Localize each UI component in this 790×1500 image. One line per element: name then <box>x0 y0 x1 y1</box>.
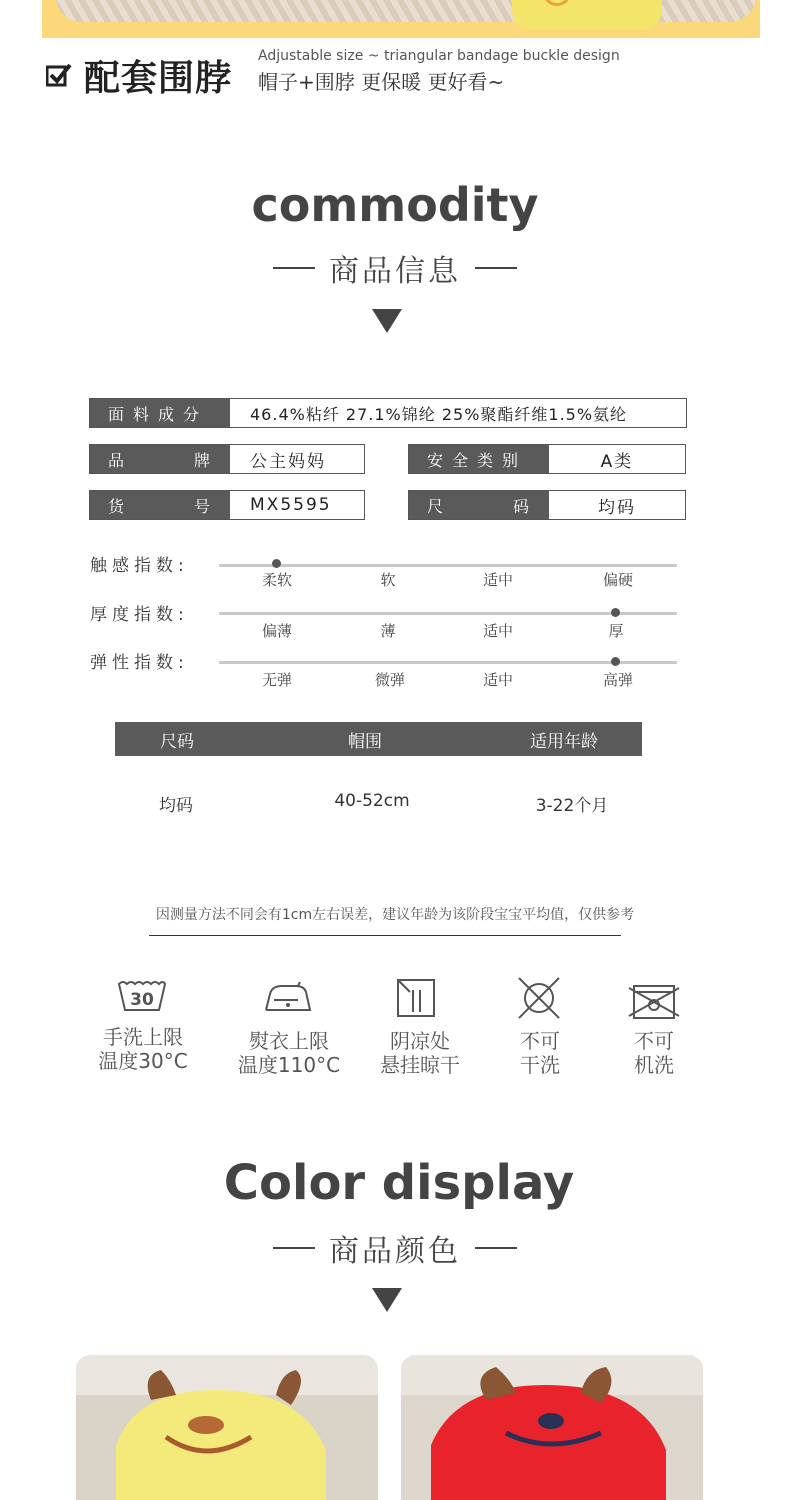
commodity-subheading-text: 商品信息 <box>329 254 461 289</box>
spec-size-label-right: 码 <box>512 496 531 516</box>
index-option: 柔软 <box>261 571 293 589</box>
color-subheading <box>0 1226 790 1270</box>
care-label: 阴凉处 悬挂晾干 <box>380 1029 460 1077</box>
spec-fabric-label: 面料成分 <box>90 399 230 427</box>
spec-size-value: 均码 <box>598 497 636 518</box>
size-table-cell: 40-52cm <box>334 791 410 811</box>
index-option: 适中 <box>482 671 514 689</box>
care-label: 熨衣上限 温度110°C <box>237 1029 341 1077</box>
down-triangle-icon <box>372 309 402 333</box>
size-table-cell: 均码 <box>159 796 193 816</box>
divider <box>149 935 621 936</box>
index-marker-thickness <box>611 608 620 617</box>
index-option: 适中 <box>482 571 514 589</box>
spec-brand-label-left: 品 <box>108 450 127 470</box>
index-option: 偏硬 <box>602 571 634 589</box>
care-label: 手洗上限 温度30°C <box>98 1025 188 1073</box>
spec-item-no <box>89 490 365 520</box>
index-label-elasticity: 弹性指数: <box>90 653 189 673</box>
color-subheading-text: 商品颜色 <box>329 1234 461 1269</box>
index-track-elasticity <box>219 661 677 664</box>
no-dry-clean-icon <box>517 976 561 1024</box>
index-marker-elasticity <box>611 657 620 666</box>
spec-fabric-value: 46.4%粘纤 27.1%锦纶 25%聚酯纤维1.5%氨纶 <box>250 404 628 424</box>
hand-wash-30-icon <box>117 978 167 1016</box>
commodity-heading: commodity <box>251 178 539 232</box>
size-table-header-cell: 适用年龄 <box>530 731 598 752</box>
index-option: 高弹 <box>602 671 634 689</box>
color-photo-red[interactable] <box>401 1355 703 1500</box>
color-photo-yellow[interactable] <box>76 1355 378 1500</box>
spec-brand <box>89 444 365 474</box>
spec-brand-label-right: 牌 <box>193 450 212 470</box>
index-label-thickness: 厚度指数: <box>90 605 189 625</box>
spec-size-label-left: 尺 <box>427 496 446 516</box>
checkmark-icon <box>46 62 72 88</box>
index-option: 薄 <box>380 622 396 640</box>
spec-safety-value: A类 <box>600 451 634 472</box>
index-option: 无弹 <box>261 671 293 689</box>
index-option: 软 <box>380 571 396 589</box>
size-table-header <box>115 722 642 756</box>
measurement-note: 因测量方法不同会有1cm左右误差，建议年龄为该阶段宝宝平均值，仅供参考 <box>155 907 635 923</box>
section-subtitle-cn: 帽子+围脖 更保暖 更好看~ <box>258 70 505 94</box>
section-subtitle-en: Adjustable size ~ triangular bandage buckle design <box>258 48 620 64</box>
spec-item-no-value: MX5595 <box>250 495 332 515</box>
spec-safety-label: 安全类别 <box>409 445 549 473</box>
spec-size <box>408 490 686 520</box>
size-table-header-cell: 帽围 <box>348 731 382 752</box>
down-triangle-icon <box>372 1288 402 1312</box>
index-option: 适中 <box>482 622 514 640</box>
color-heading: Color display <box>223 1155 575 1211</box>
hand-wash-badge: 30 <box>130 990 154 1010</box>
spec-item-no-label-right: 号 <box>193 496 212 516</box>
size-table-header-cell: 尺码 <box>160 731 194 752</box>
shade-dry-icon <box>396 978 436 1022</box>
spec-item-no-label-left: 货 <box>108 496 127 516</box>
no-machine-wash-icon <box>628 982 680 1024</box>
index-track-touch <box>219 564 677 567</box>
index-option: 厚 <box>608 622 624 640</box>
care-label: 不可 机洗 <box>634 1029 674 1077</box>
product-photo-strip <box>42 0 760 38</box>
spec-brand-value: 公主妈妈 <box>250 451 326 472</box>
index-marker-touch <box>272 559 281 568</box>
spec-safety <box>408 444 686 474</box>
index-label-touch: 触感指数: <box>90 556 189 576</box>
iron-icon <box>262 980 314 1018</box>
commodity-subheading <box>0 246 790 290</box>
index-option: 微弹 <box>374 671 406 689</box>
index-option: 偏薄 <box>261 622 293 640</box>
spec-fabric <box>89 398 687 428</box>
care-label: 不可 干洗 <box>520 1029 560 1077</box>
index-track-thickness <box>219 612 677 615</box>
section-title: 配套围脖 <box>84 58 233 99</box>
size-table-cell: 3-22个月 <box>535 796 609 816</box>
